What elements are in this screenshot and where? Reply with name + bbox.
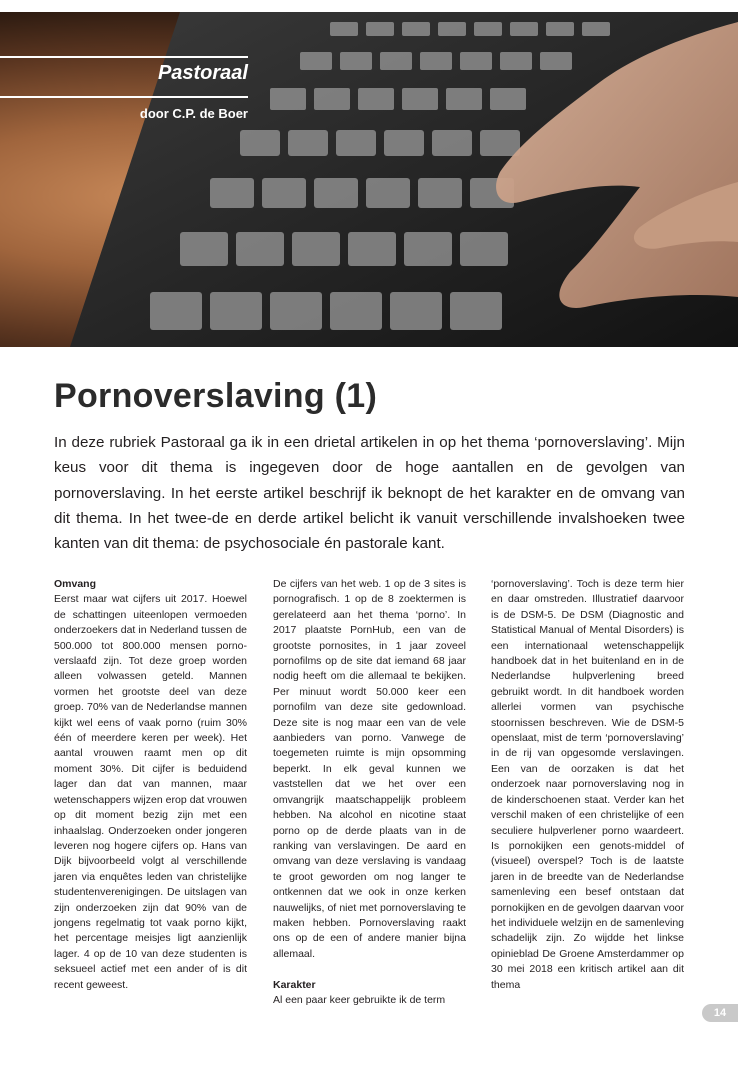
section-title: Pastoraal <box>157 62 248 84</box>
article-title: Pornoverslaving (1) <box>54 377 378 415</box>
keyboard-illustration <box>0 12 738 347</box>
column-3-text: ‘pornoverslaving’. Toch is deze term hier en daar omstreden. Illustratief daarvoor is de DSM-5. De DSM (Diagnostic and Statistical Manual of Mental Disorders) is een internationaal wetenschappelijk handboek dat in het buitenland en in de Nederlandse hulpverlening breed gebruikt wordt. In dit handboek worden allerlei vormen van psychische stoornissen beschreven. Wie de DSM-5 openslaat, mist de term ‘pornoverslaving’ in de rij van opgesomde verslavingen. Een van de oorzaken is dat het onderzoek naar pornoverslaving nog in de kinderschoenen staat. Verder kan het verschil maken of een christelijke of een seculiere hulpverlener porno waardeert. Is pornokijken een genots-middel of (visueel) overspel? Toch is de laatste jaren in de breedte van de Nederlandse samenleving een besef ontstaan dat pornokijken en de gevolgen daarvan voor het individuele welzijn en de samenleving schadelijk zijn. Zo wijdde het linkse opinieblad De Groene Amsterdammer op 30 mei 2018 een kritisch artikel aan dit thema <box>491 578 684 991</box>
column-2-text-continued: Al een paar keer gebruikte ik de term <box>273 993 446 1006</box>
subheading-omvang: Omvang <box>54 578 97 590</box>
header-rule-top <box>0 56 248 58</box>
author-byline: door C.P. de Boer <box>139 106 248 121</box>
subheading-karakter: Karakter <box>273 978 316 991</box>
column-2 <box>273 577 466 1008</box>
header-rule-bottom <box>0 96 248 98</box>
column-1 <box>54 577 247 993</box>
column-3 <box>491 577 684 993</box>
page-number: 14 <box>702 1004 738 1022</box>
column-2-text: De cijfers van het web. 1 op de 3 sites is pornografisch. 1 op de 8 zoektermen is gerelateerd aan het thema ‘porno’. In 2017 plaatste PornHub, een van de grootste pornosites, in 1 jaar zoveel pornofilms op de site dat iemand 68 jaar nodig heeft om die allemaal te bekijken. Per minuut wordt 50.000 keer een pornofilm van deze site gedownload. Deze site is nog maar een van de vele aanbieders van porno. Vanwege de toegemeten ruimte is mijn opsomming beperkt. In elk geval kunnen we vaststellen dat we het over een omvangrijk maatschappelijk probleem hebben. Na alcohol en nicotine staat porno op de derde plaats van in de ranking van verslavingen. De aard en omvang van deze verslaving is vandaag te groot geworden om nog langer te ontkennen dat we ook in onze kerken nauwelijks, of niet met pornoverslaving te maken hebben. Pornoverslaving raakt ons op de een of andere manier bijna allemaal. <box>273 578 466 960</box>
column-1-text: Eerst maar wat cijfers uit 2017. Hoewel de schattingen uiteenlopen vermoeden onderzoekers dat in Nederland tussen de 500.000 tot 800.000 mensen porno-verslaafd zijn. Tot deze groep worden alleen volwassen geteld. Mannen vormen het grootste deel van deze groep. 70% van de Nederlandse mannen kijkt wel eens of vaak porno (ruim 30% één of meerdere keren per week). Het aantal vrouwen raamt men op dit moment 30%. Dit cijfer is beduidend lager dan dat van mannen, maar wetenschappers wijzen erop dat vrouwen op dit moment bezig zijn met een inhaalslag. Onderzoeken onder jongeren leveren nog hogere cijfers op. Hans van Dijk bijvoorbeeld volgt al verschillende jaren via enquêtes leden van christelijke studentenverenigingen. De uitslagen van zijn onderzoeken zijn dat 90% van de jongens regelmatig tot vaak porno kijkt, het percentage meisjes ligt aanzienlijk lager. 4 op de 10 van deze studenten is seksueel actief met een ander of is dit recent geweest. <box>54 593 247 991</box>
article-lead: In deze rubriek Pastoraal ga ik in een drietal artikelen in op het thema ‘pornoverslaving’. Mijn keus voor dit thema is ingegeven door de hoge aantallen en de gevolgen van pornoverslaving. In het eerste artikel beschrijf ik beknopt de het karakter en de omvang van dit thema. In het twee-de en derde artikel belicht ik vanuit verschillende invalshoeken twee kanten van dit thema: de psychosociale én pastorale kant. <box>54 434 685 553</box>
header-photo <box>0 12 738 347</box>
